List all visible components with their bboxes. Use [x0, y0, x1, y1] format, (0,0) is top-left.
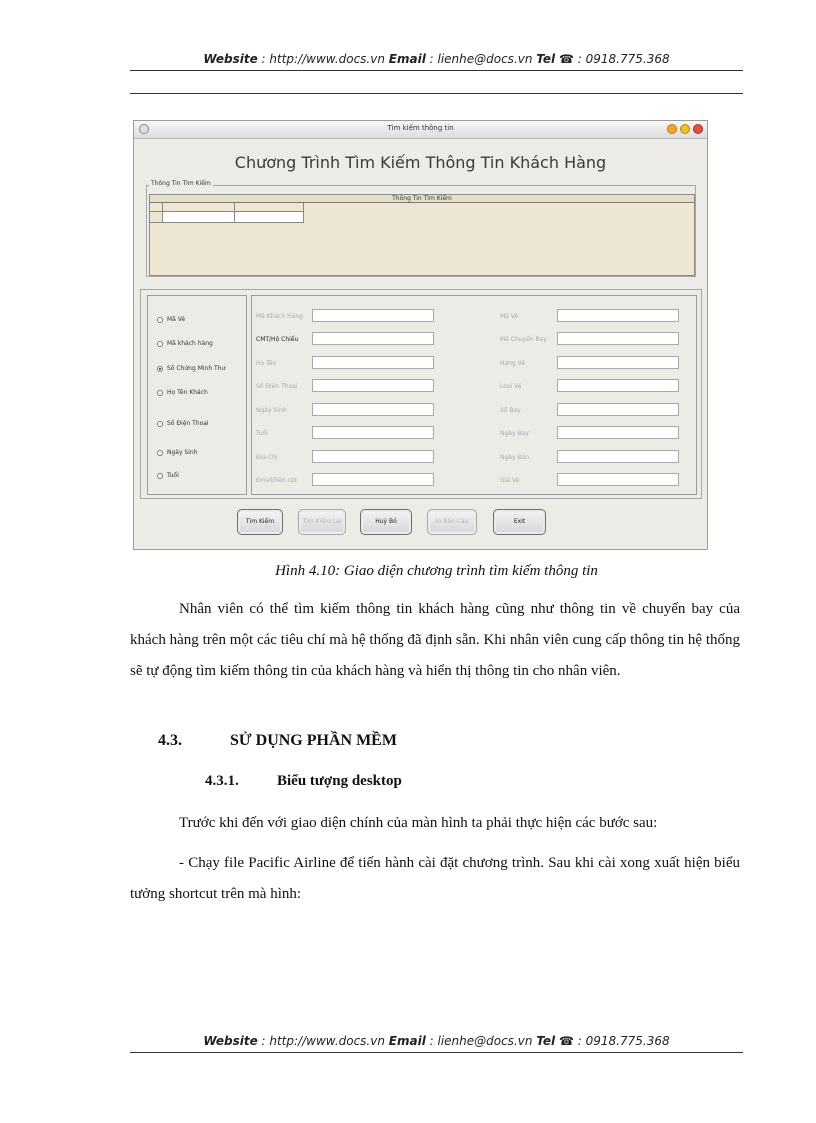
- tel-value: : 0918.775.368: [573, 1034, 670, 1048]
- website-value: : http://www.docs.vn: [257, 52, 389, 66]
- field-label: Địa Chỉ: [256, 454, 278, 461]
- table-cell[interactable]: [235, 212, 304, 222]
- so-dien-thoai-input[interactable]: [312, 379, 434, 392]
- body-paragraph: - Chạy file Pacific Airline để tiến hành cài đặt chương trình. Sau khi cài xong xuất hiện biểu tưởng shortcut trên mà hình:: [130, 855, 740, 902]
- field-label: Ngày Sinh: [256, 407, 287, 414]
- gia-ve-input[interactable]: [557, 473, 679, 486]
- phone-icon: ☎: [559, 1034, 574, 1048]
- app-heading: Chương Trình Tìm Kiếm Thông Tin Khách Hàng: [234, 153, 607, 172]
- field-label: CMT/Hộ Chiếu: [256, 336, 299, 343]
- criteria-radio-group: [147, 295, 247, 495]
- subsection-title: Biểu tượng desktop: [277, 773, 402, 789]
- header-rule: [130, 70, 743, 71]
- radio-tuoi[interactable]: [157, 472, 179, 479]
- window-titlebar: [134, 121, 707, 139]
- ma-chuyen-bay-input[interactable]: [557, 332, 679, 345]
- group-title: Thông Tin Tìm Kiếm: [151, 180, 211, 187]
- email-label: Email: [388, 52, 426, 66]
- table-header-row: [150, 203, 304, 212]
- field-label: Hạng Vé: [500, 360, 526, 367]
- search-result-group: [146, 180, 696, 277]
- radio-label: Họ Tên Khách: [167, 389, 208, 396]
- radio-ngay-sinh[interactable]: [157, 449, 198, 456]
- ho-ten-input[interactable]: [312, 356, 434, 369]
- radio-label: Mã khách hàng: [167, 340, 213, 347]
- so-bay-input[interactable]: [557, 403, 679, 416]
- body-paragraph: Nhân viên có thể tìm kiếm thông tin khách hàng cũng như thông tin về chuyến bay của khách hàng trên một các tiêu chí mà hệ thống đã định sẵn. Khi nhân viên cung cấp thông tin hệ thống sẽ tự động tìm kiếm thông tin của khách hàng và hiển thị thông tin cho nhân viên.: [130, 601, 740, 679]
- footer-rule: [130, 1052, 743, 1053]
- radio-ho-ten[interactable]: [157, 389, 208, 396]
- window-title: Tìm kiếm thông tin: [387, 124, 454, 132]
- body-paragraph: Trước khi đến với giao diện chính của màn hình ta phải thực hiện các bước sau:: [179, 815, 658, 831]
- tel-label: Tel: [536, 52, 556, 66]
- radio-icon: [157, 390, 163, 396]
- tel-value: : 0918.775.368: [573, 52, 670, 66]
- radio-icon: [157, 341, 163, 347]
- radio-icon: [157, 317, 163, 323]
- table-header-cell: [235, 203, 304, 211]
- radio-so-cmt[interactable]: [157, 365, 225, 372]
- table-header-cell: [163, 203, 235, 211]
- ngay-bay-input[interactable]: [557, 426, 679, 439]
- email-label: Email: [388, 1034, 426, 1048]
- website-label: Website: [203, 1034, 258, 1048]
- field-label: Giá Vé: [500, 477, 520, 484]
- email-value: : lienhe@docs.vn: [425, 1034, 537, 1048]
- search-criteria-group: [140, 289, 702, 499]
- subsection-number: 4.3.1.: [205, 773, 239, 789]
- print-report-button[interactable]: In Báo Cáo: [427, 509, 477, 535]
- hang-ve-input[interactable]: [557, 356, 679, 369]
- radio-label: Ngày Sinh: [167, 449, 198, 456]
- field-label: Tuổi: [256, 430, 268, 437]
- radio-icon: [157, 473, 163, 479]
- tel-label: Tel: [536, 1034, 556, 1048]
- field-label: Mã Vé: [500, 313, 519, 320]
- dia-chi-input[interactable]: [312, 450, 434, 463]
- radio-label: Tuổi: [167, 472, 179, 479]
- table-header-cell: [150, 203, 163, 211]
- table-cell[interactable]: [163, 212, 235, 222]
- radio-label: Số Chứng Minh Thư: [167, 365, 226, 372]
- field-label: Ngày Bay: [500, 430, 529, 437]
- section-number: 4.3.: [158, 732, 182, 749]
- field-label: Email/liên cột: [256, 477, 297, 484]
- table-cell: [150, 212, 163, 222]
- cmt-input[interactable]: [312, 332, 434, 345]
- field-label: Ngày Bán: [500, 454, 530, 461]
- result-table[interactable]: [149, 194, 695, 276]
- field-label: Số Bay: [500, 407, 521, 414]
- close-icon[interactable]: [693, 124, 703, 134]
- website-label: Website: [203, 52, 258, 66]
- tuoi-input[interactable]: [312, 426, 434, 439]
- radio-so-dien-thoai[interactable]: [157, 420, 209, 427]
- radio-label: Mã Vé: [167, 316, 186, 323]
- cancel-button[interactable]: Huỷ Bỏ: [360, 509, 412, 535]
- ma-khach-hang-input[interactable]: [312, 309, 434, 322]
- field-label: Họ Tên: [256, 360, 277, 367]
- field-label: Mã Chuyến Bay: [500, 336, 547, 343]
- radio-selected-icon: [157, 366, 163, 372]
- detail-fields: [251, 295, 697, 495]
- table-title: Thông Tin Tìm Kiếm: [150, 195, 694, 203]
- page-header: [130, 52, 743, 66]
- exit-button[interactable]: Exit: [493, 509, 546, 535]
- search-again-button[interactable]: Tìm Kiếm Lại: [298, 509, 346, 535]
- radio-ma-ve[interactable]: [157, 316, 185, 323]
- loai-ve-input[interactable]: [557, 379, 679, 392]
- ngay-sinh-input[interactable]: [312, 403, 434, 416]
- ngay-ban-input[interactable]: [557, 450, 679, 463]
- maximize-icon[interactable]: [680, 124, 690, 134]
- field-label: Loại Vé: [500, 383, 522, 390]
- app-screenshot: [133, 120, 708, 550]
- website-value: : http://www.docs.vn: [257, 1034, 389, 1048]
- minimize-icon[interactable]: [667, 124, 677, 134]
- field-label: Số Điện Thoại: [256, 383, 298, 390]
- table-row[interactable]: [150, 212, 304, 223]
- email-value: : lienhe@docs.vn: [425, 52, 537, 66]
- subsection-heading: [205, 773, 402, 790]
- section-heading: [158, 732, 397, 750]
- email-input[interactable]: [312, 473, 434, 486]
- field-label: Mã Khách Hàng: [256, 313, 303, 320]
- search-button[interactable]: Tìm Kiếm: [237, 509, 283, 535]
- radio-icon: [157, 450, 163, 456]
- header-rule-2: [130, 93, 743, 94]
- figure-caption: Hình 4.10: Giao diện chương trình tìm kiếm thông tin: [275, 563, 598, 579]
- ma-ve-input[interactable]: [557, 309, 679, 322]
- page-footer: [130, 1034, 743, 1048]
- phone-icon: ☎: [559, 52, 574, 66]
- radio-ma-khach-hang[interactable]: [157, 340, 213, 347]
- section-title: SỬ DỤNG PHẦN MỀM: [230, 732, 397, 749]
- radio-icon: [157, 421, 163, 427]
- radio-label: Số Điện Thoại: [167, 420, 209, 427]
